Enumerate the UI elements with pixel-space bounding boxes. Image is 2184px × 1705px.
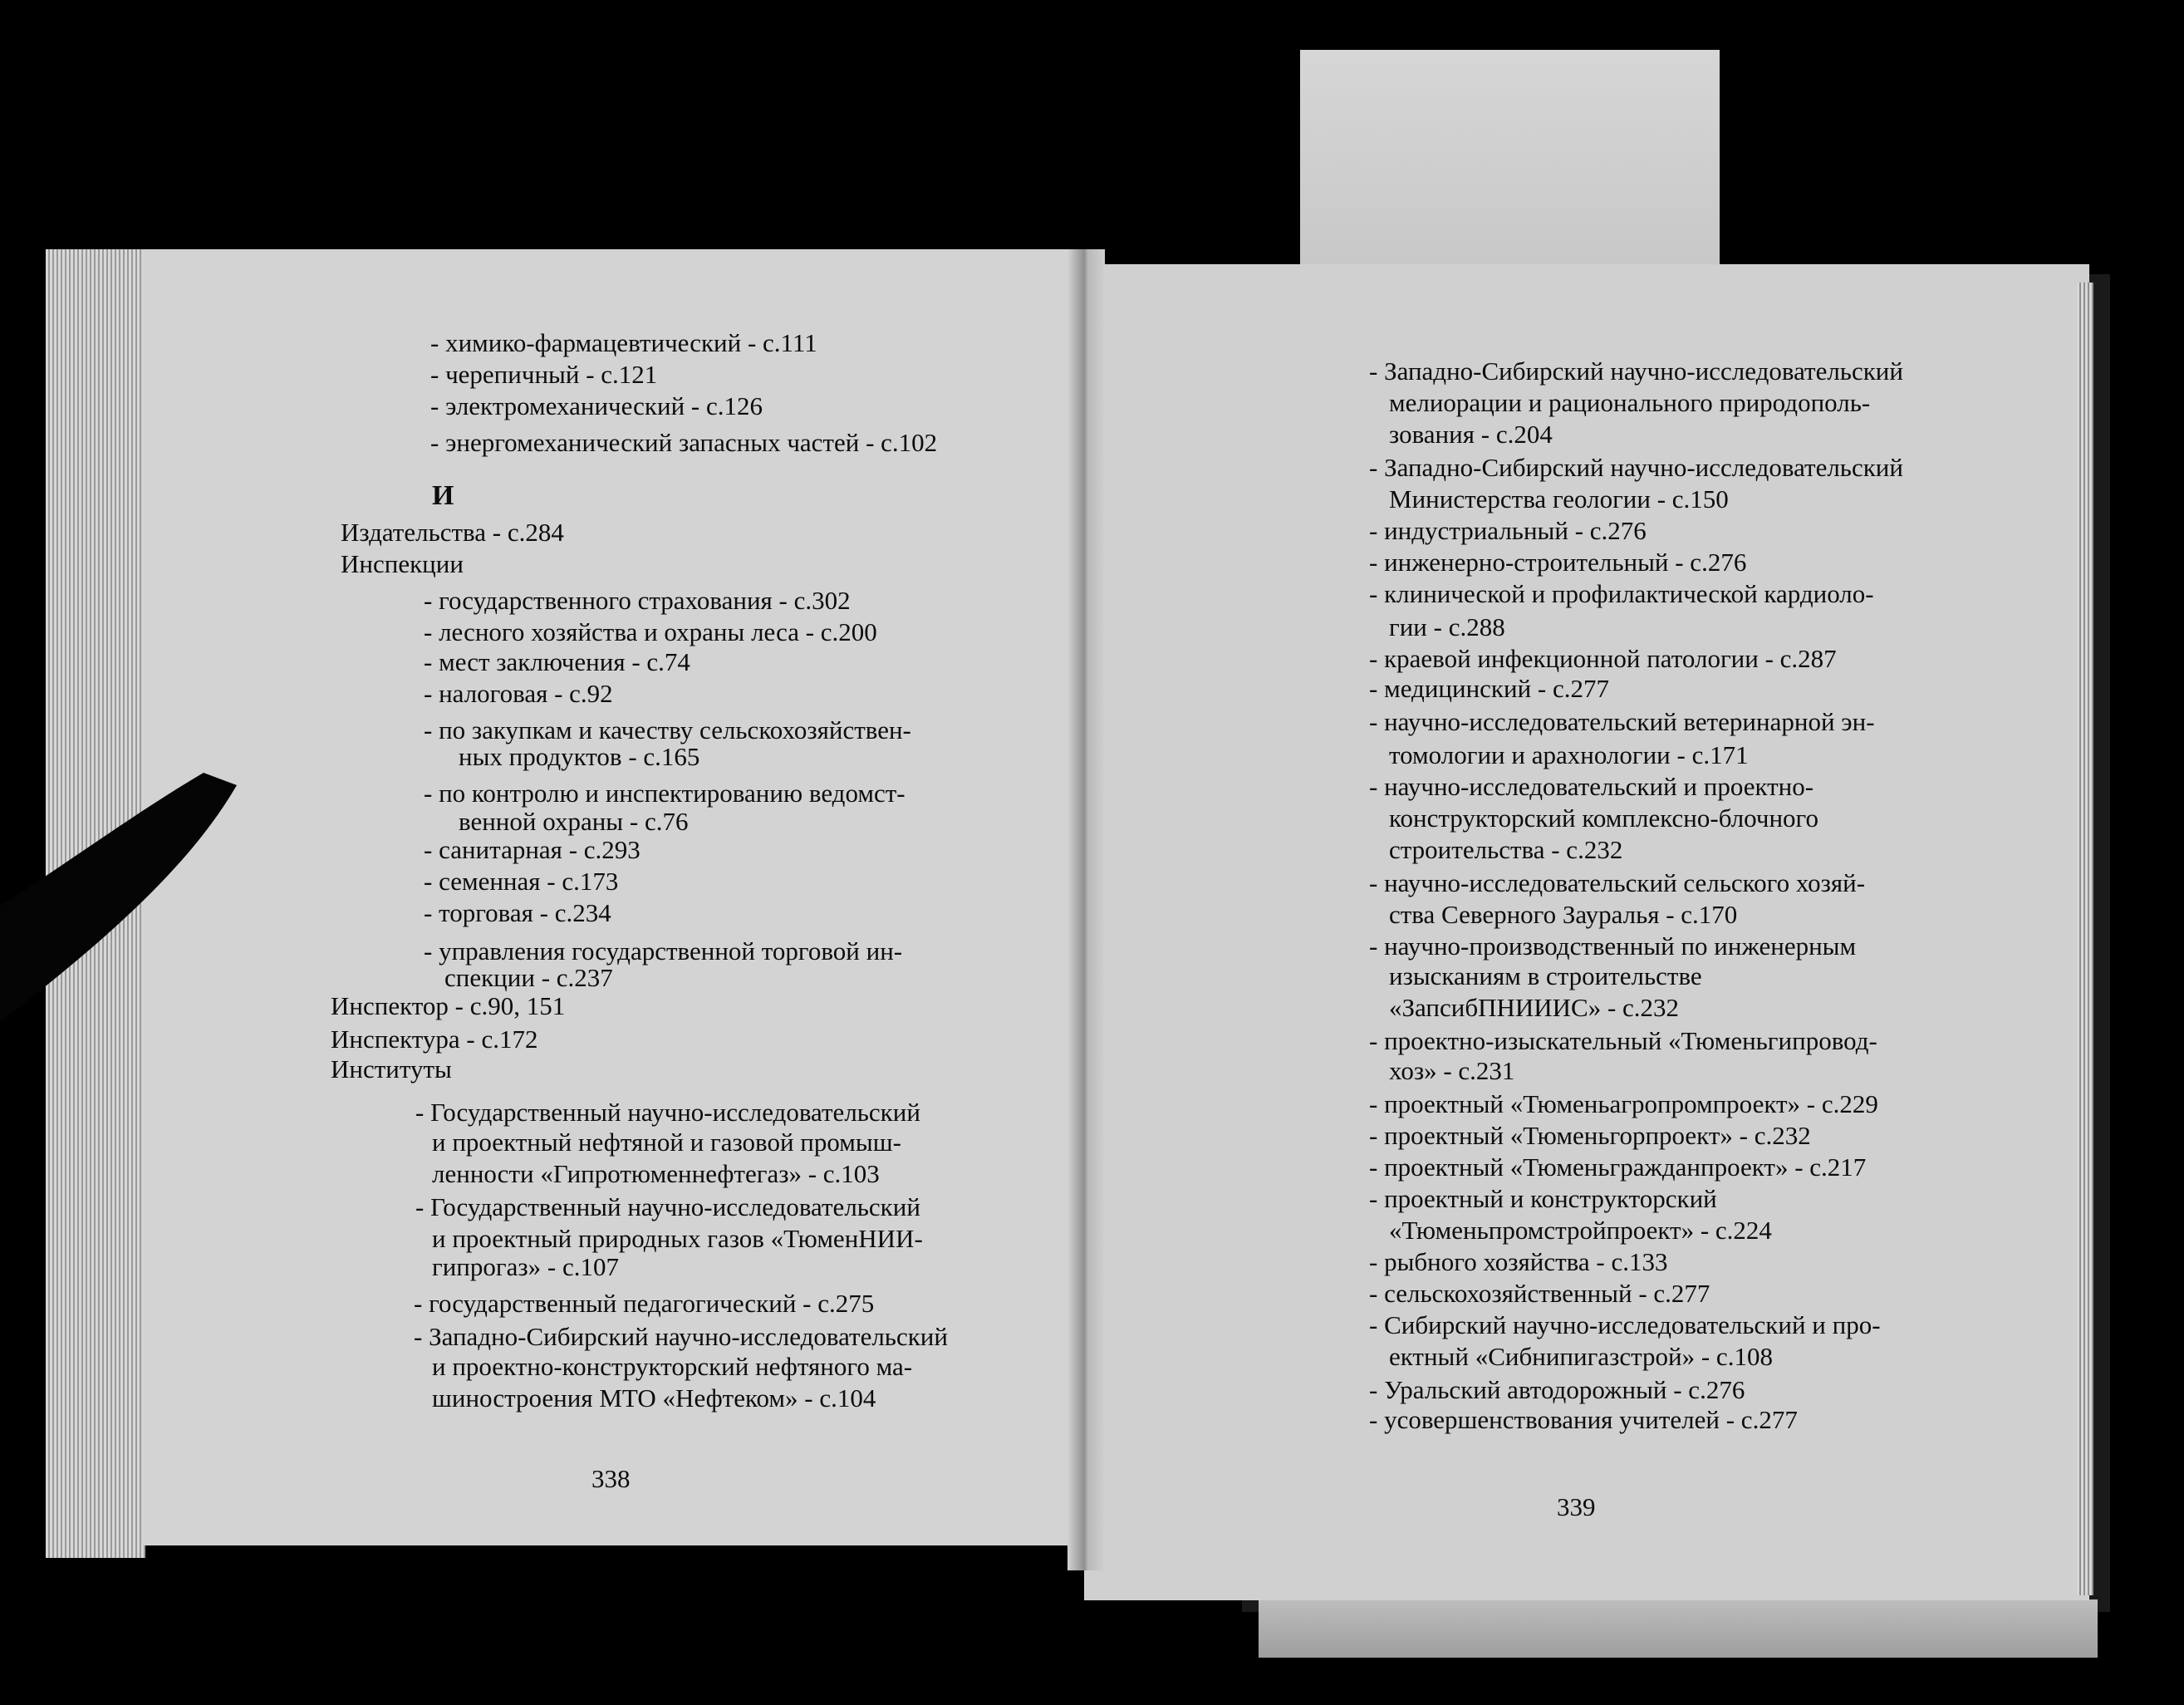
index-line: и проектный природных газов «ТюменНИИ-	[432, 1224, 923, 1253]
index-line: - проектный «Тюменьгражданпроект» - с.217	[1369, 1152, 1867, 1182]
index-line: гии - с.288	[1389, 612, 1505, 641]
index-line: - государственного страхования - с.302	[424, 586, 851, 615]
index-line: - семенная - с.173	[424, 867, 619, 896]
index-line: - энергомеханический запасных частей - с.102	[430, 428, 938, 457]
index-line: - электромеханический - с.126	[430, 391, 763, 420]
index-line: хоз» - с.231	[1389, 1056, 1515, 1085]
index-line: - лесного хозяйства и охраны леса - с.200	[424, 617, 877, 646]
index-line: - научно-исследовательский сельского хозяй-	[1369, 868, 1866, 897]
page-number: 339	[1557, 1492, 1596, 1521]
index-line: - торговая - с.234	[424, 898, 611, 927]
index-line: - научно-производственный по инженерным	[1369, 931, 1857, 961]
index-line: - по контролю и инспектированию ведомст-	[424, 779, 906, 808]
index-line: венной охраны - с.76	[459, 807, 689, 836]
index-line: - сельскохозяйственный - с.277	[1369, 1279, 1710, 1308]
index-line: - инженерно-строительный - с.276	[1369, 548, 1747, 577]
index-line: - краевой инфекционной патологии - с.287	[1369, 644, 1837, 673]
index-line: - Государственный научно-исследовательский	[415, 1192, 920, 1221]
index-line: - научно-исследовательский и проектно-	[1369, 772, 1814, 801]
index-line: - проектный «Тюменьгорпроект» - с.232	[1369, 1121, 1811, 1150]
index-line: - государственный педагогический - с.275	[414, 1289, 875, 1318]
index-line: - управления государственной торговой ин-	[424, 936, 903, 966]
index-line: - по закупкам и качеству сельскохозяйствен-	[424, 715, 911, 744]
left-page-edges	[46, 249, 145, 1558]
index-line: - Уральский автодорожный - с.276	[1369, 1375, 1745, 1404]
index-line: - Западно-Сибирский научно-исследовательский	[414, 1322, 948, 1351]
index-line: строительства - с.232	[1389, 835, 1623, 864]
index-line: «ЗапсибПНИИИС» - с.232	[1389, 993, 1680, 1022]
index-line: - клинической и профилактической кардиоло-	[1369, 579, 1874, 608]
index-line: - рыбного хозяйства - с.133	[1369, 1247, 1668, 1276]
index-line: - Государственный научно-исследовательский	[415, 1098, 920, 1127]
index-line: Издательства - с.284	[341, 518, 564, 547]
book-gutter	[1067, 249, 1105, 1570]
index-line: - Западно-Сибирский научно-исследовательский	[1369, 453, 1903, 482]
index-line: - усовершенствования учителей - с.277	[1369, 1405, 1798, 1434]
index-line: ектный «Сибнипигазстрой» - с.108	[1389, 1342, 1773, 1371]
index-line: - медицинский - с.277	[1369, 674, 1610, 703]
section-letter: И	[432, 480, 454, 511]
index-line: томологии и арахнологии - с.171	[1389, 740, 1749, 769]
index-line: и проектный нефтяной и газовой промыш-	[432, 1128, 901, 1157]
index-line: - налоговая - с.92	[424, 679, 613, 708]
index-line: зования - с.204	[1389, 420, 1553, 449]
index-line: - Западно-Сибирский научно-исследовательский	[1369, 356, 1903, 386]
index-line: конструкторский комплексно-блочного	[1389, 803, 1818, 833]
index-line: - проектный «Тюменьагропромпроект» - с.229	[1369, 1089, 1878, 1118]
index-line: ных продуктов - с.165	[459, 742, 700, 771]
index-line: ства Северного Зауралья - с.170	[1389, 900, 1738, 929]
index-line: спекции - с.237	[444, 963, 613, 992]
index-line: - Сибирский научно-исследовательский и про-	[1369, 1310, 1881, 1339]
index-line: - черепичный - с.121	[430, 360, 658, 389]
scanner-bottom-strip	[1259, 1599, 2098, 1658]
index-line: - мест заключения - с.74	[424, 647, 690, 676]
index-line: изысканиям в строительстве	[1389, 961, 1702, 990]
index-line: - санитарная - с.293	[424, 835, 640, 864]
index-line: мелиорации и рационального природополь-	[1389, 388, 1871, 417]
index-line: - научно-исследовательский ветеринарной эн-	[1369, 707, 1875, 736]
index-line: Инспектор - с.90, 151	[331, 991, 566, 1020]
index-line: «Тюменьпромстройпроект» - с.224	[1389, 1216, 1772, 1245]
index-line: - проектный и конструкторский	[1369, 1184, 1717, 1213]
right-page-edges	[2077, 283, 2093, 1595]
index-line: Министерства геологии - с.150	[1389, 484, 1729, 513]
index-line: - проектно-изыскательный «Тюменьгипровод-	[1369, 1026, 1877, 1055]
index-line: и проектно-конструкторский нефтяного ма-	[432, 1352, 913, 1381]
page-number: 338	[591, 1464, 631, 1493]
index-line: гипрогаз» - с.107	[432, 1252, 619, 1281]
index-line: ленности «Гипротюменнефтегаз» - с.103	[432, 1159, 880, 1188]
index-line: шиностроения МТО «Нефтеком» - с.104	[432, 1383, 876, 1413]
index-line: - химико-фармацевтический - с.111	[430, 328, 817, 357]
index-line: Инспекции	[341, 549, 464, 578]
index-line: Инспектура - с.172	[331, 1024, 538, 1054]
index-line: Институты	[331, 1054, 452, 1083]
index-line: - индустриальный - с.276	[1369, 516, 1647, 545]
